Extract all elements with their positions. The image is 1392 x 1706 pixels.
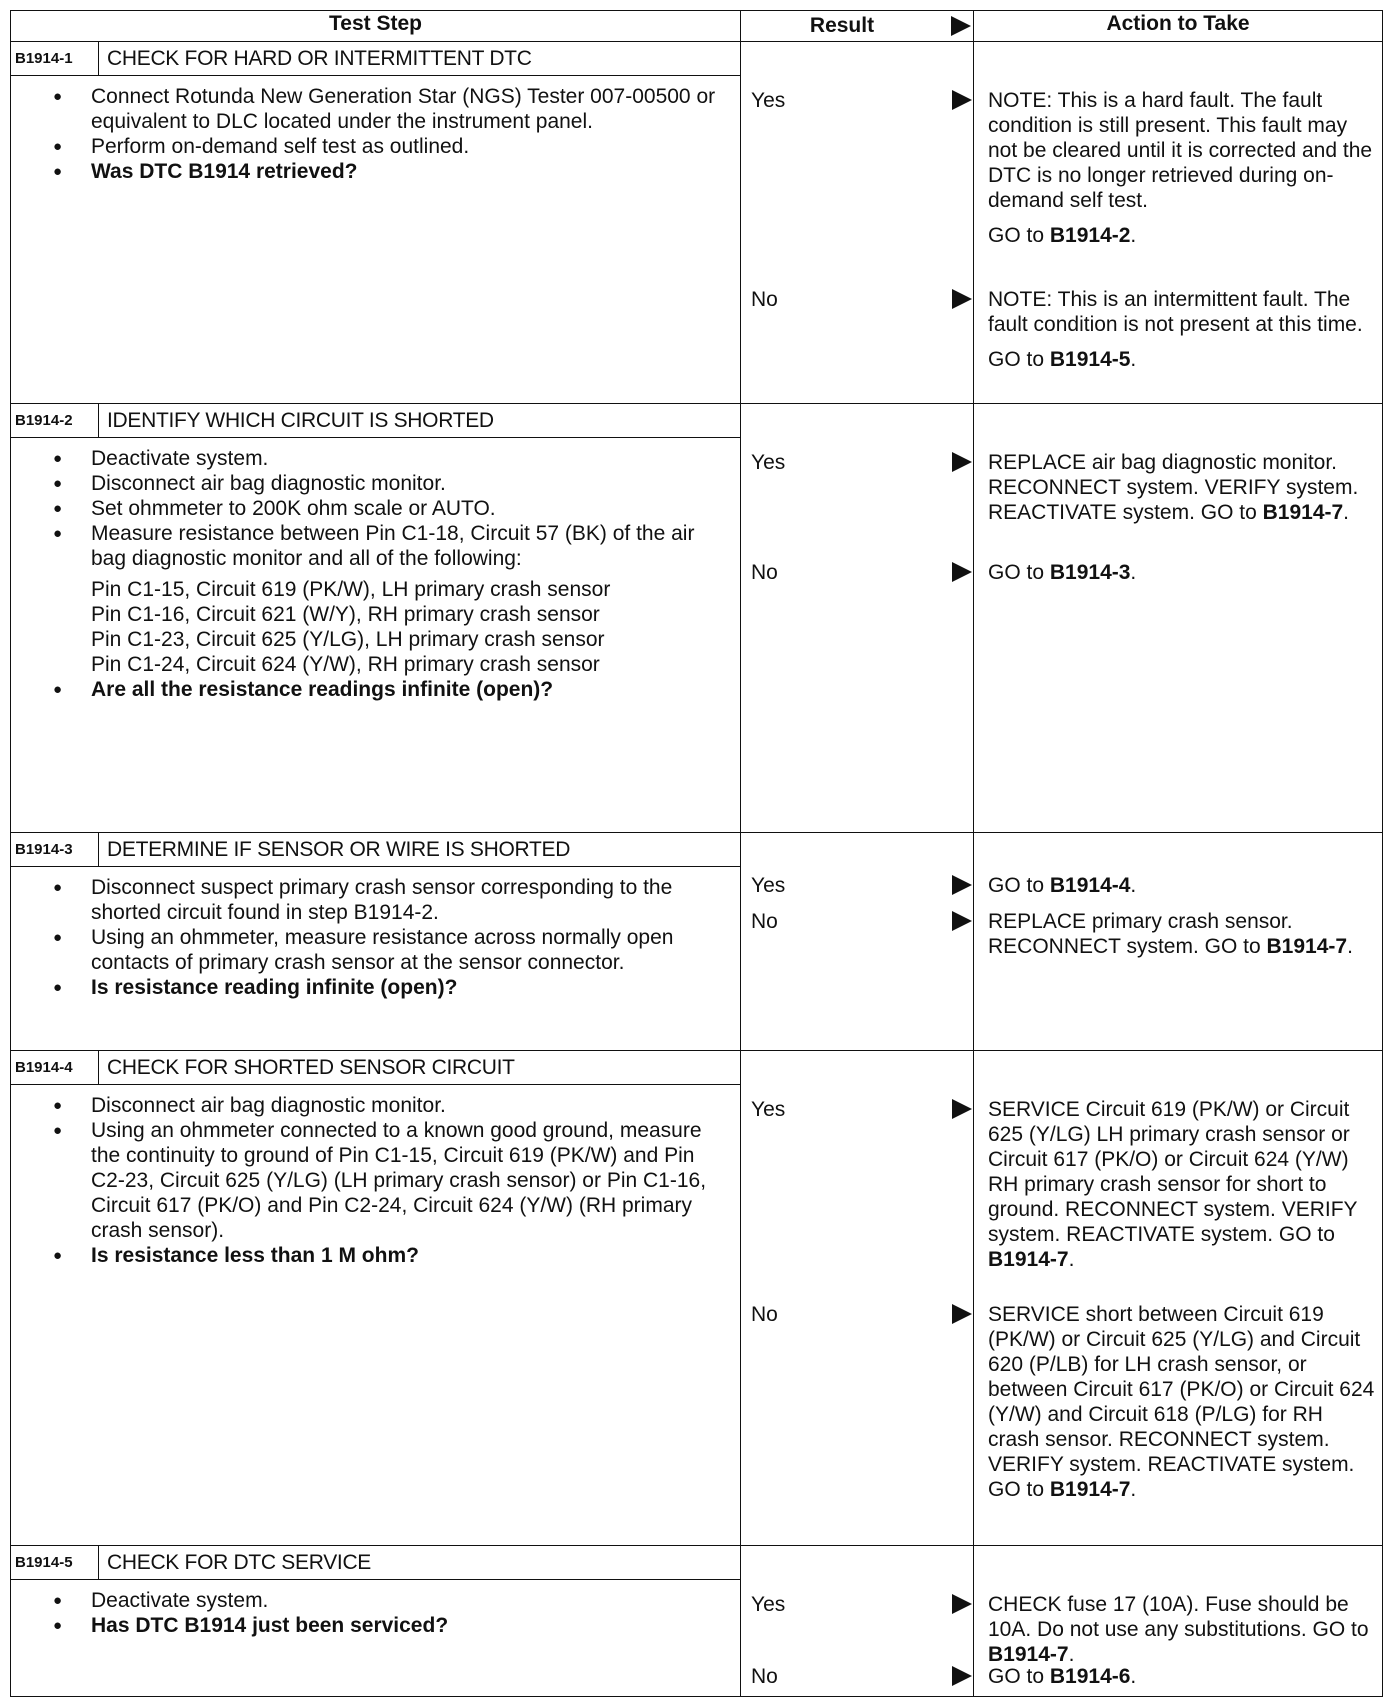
arrow-right-icon <box>952 289 972 309</box>
result-cell <box>741 1051 974 1546</box>
action-text: NOTE: This is a hard fault. The fault condition is still present. This fault may not be cleared until it is corrected and the DTC is no longer retrieved during on-demand self test. <box>988 89 1373 212</box>
result-no-label: No <box>751 288 778 311</box>
action-go: GO to B1914-6. <box>988 1665 1137 1688</box>
action-text: SERVICE short between Circuit 619 (PK/W) or Circuit 625 (Y/LG) and Circuit 620 (P/LB) for LH crash sensor, or between Circuit 617 (PK/O) or Circuit 624 (Y/W) and Circuit 618 (P/LG) for RH crash sensor. RECONNECT system. VERIFY system. REACTIVATE system. GO to <box>988 1303 1375 1501</box>
go-prefix: GO to <box>988 348 1050 371</box>
result-yes <box>741 873 974 899</box>
pin-item: Pin C1-24, Circuit 624 (Y/W), RH primary crash sensor <box>91 653 600 676</box>
result-yes-label: Yes <box>751 451 786 474</box>
table-row <box>11 42 1383 404</box>
go-target: B1914-4 <box>1049 874 1131 897</box>
step-question: ● Was DTC B1914 retrieved? <box>91 159 720 184</box>
header-action: Action to Take <box>974 11 1383 42</box>
test-step-cell <box>11 404 741 833</box>
table-row <box>11 833 1383 1051</box>
list-item: ● Using an ohmmeter, measure resistance across normally open contacts of primary crash sensor at the sensor connector. <box>91 925 720 975</box>
action-go: REPLACE air bag diagnostic monitor. RECONNECT system. VERIFY system. REACTIVATE system. GO to B1914-7. <box>988 451 1359 524</box>
list-item: ● Using an ohmmeter connected to a known good ground, measure the continuity to ground of Pin C1-15, Circuit 619 (PK/W) and Pin C2-23, Circuit 625 (Y/LG) (LH primary crash sensor) or Pin C1-16, Circuit 617 (PK/O) and Pin C2-24, Circuit 624 (Y/W) (RH primary crash sensor). <box>91 1118 720 1243</box>
step-id: B1914-1 <box>11 42 99 75</box>
result-yes <box>741 1592 974 1618</box>
go-prefix: GO to <box>988 561 1050 584</box>
pin-item: Pin C1-23, Circuit 625 (Y/LG), LH primary crash sensor <box>91 628 605 651</box>
step-question: ● Is resistance less than 1 M ohm? <box>91 1243 720 1268</box>
step-bullets <box>11 1093 740 1268</box>
header-result-label: Result <box>809 14 875 37</box>
step-bullets <box>11 84 740 184</box>
arrow-right-icon <box>952 90 972 110</box>
go-target: B1914-7 <box>988 1643 1069 1666</box>
result-cell <box>741 1546 974 1697</box>
action-go: CHECK fuse 17 (10A). Fuse should be 10A. Do not use any substitutions. GO to B1914-7. <box>988 1593 1369 1666</box>
result-no-label: No <box>751 561 778 584</box>
result-no <box>741 287 974 313</box>
result-yes-label: Yes <box>751 1593 786 1616</box>
list-item: ● Perform on-demand self test as outlined. <box>91 134 720 159</box>
table-row <box>11 1546 1383 1697</box>
action-no <box>988 909 1376 959</box>
list-item: ● Disconnect suspect primary crash sensor corresponding to the shorted circuit found in step B1914-2. <box>91 875 720 925</box>
step-bullets <box>11 446 740 702</box>
result-yes <box>741 1097 974 1123</box>
arrow-right-icon <box>952 1099 972 1119</box>
action-yes <box>988 873 1376 898</box>
action-cell <box>974 42 1383 404</box>
step-bullets <box>11 1588 740 1638</box>
arrow-right-icon <box>951 16 971 36</box>
action-no <box>988 1664 1376 1689</box>
list-item-text: Measure resistance between Pin C1-18, Circuit 57 (BK) of the air bag diagnostic monitor and all of the following: <box>91 522 695 570</box>
action-no <box>988 287 1376 372</box>
action-cell <box>974 1546 1383 1697</box>
result-yes <box>741 88 974 114</box>
step-question: ● Is resistance reading infinite (open)? <box>91 975 720 1000</box>
arrow-right-icon <box>952 452 972 472</box>
test-step-cell <box>11 833 741 1051</box>
action-text: NOTE: This is an intermittent fault. The fault condition is not present at this time. <box>988 288 1363 336</box>
action-yes <box>988 1592 1376 1667</box>
result-yes-label: Yes <box>751 89 786 112</box>
list-item: ● Set ohmmeter to 200K ohm scale or AUTO. <box>91 496 720 521</box>
pinpoint-test-table <box>10 10 1383 1697</box>
go-target: B1914-6 <box>1049 1665 1131 1688</box>
table-header-row <box>11 11 1383 42</box>
action-yes <box>988 1097 1376 1272</box>
arrow-right-icon <box>952 911 972 931</box>
pin-item: Pin C1-15, Circuit 619 (PK/W), LH primary crash sensor <box>91 578 611 601</box>
go-prefix: GO to <box>988 874 1050 897</box>
list-item: ● Connect Rotunda New Generation Star (NGS) Tester 007-00500 or equivalent to DLC located under the instrument panel. <box>91 84 720 134</box>
action-cell <box>974 833 1383 1051</box>
step-title: CHECK FOR SHORTED SENSOR CIRCUIT <box>107 1056 515 1079</box>
result-no <box>741 1302 974 1328</box>
test-step-cell <box>11 1546 741 1697</box>
action-no <box>988 1302 1376 1502</box>
step-bullets <box>11 875 740 1000</box>
table-row <box>11 1051 1383 1546</box>
action-cell <box>974 1051 1383 1546</box>
action-go: REPLACE primary crash sensor. RECONNECT system. GO to B1914-7. <box>988 910 1353 958</box>
step-id: B1914-4 <box>11 1051 99 1084</box>
header-result <box>741 11 974 42</box>
pin-item: Pin C1-16, Circuit 621 (W/Y), RH primary crash sensor <box>91 603 600 626</box>
list-item: ● Deactivate system. <box>91 1588 720 1613</box>
step-id: B1914-5 <box>11 1546 99 1579</box>
result-no <box>741 1664 974 1690</box>
arrow-right-icon <box>952 1666 972 1686</box>
arrow-right-icon <box>952 875 972 895</box>
result-yes <box>741 450 974 476</box>
pin-list <box>91 571 720 677</box>
test-step-cell <box>11 42 741 404</box>
action-go: GO to B1914-3. <box>988 561 1137 584</box>
result-no-label: No <box>751 1665 778 1688</box>
action-go: SERVICE Circuit 619 (PK/W) or Circuit 625 (Y/LG) LH primary crash sensor or Circuit 617 (PK/O) or Circuit 624 (Y/W) RH primary crash sensor for short to ground. RECONNECT system. VERIFY system. REACTIVATE system. GO to B1914-7. <box>988 1098 1358 1271</box>
action-text: SERVICE Circuit 619 (PK/W) or Circuit 625 (Y/LG) LH primary crash sensor or Circuit 617 (PK/O) or Circuit 624 (Y/W) RH primary crash sensor for short to ground. RECONNECT system. VERIFY system. REACTIVATE system. GO to <box>988 1098 1358 1246</box>
header-test-step: Test Step <box>11 11 741 42</box>
action-go: GO to B1914-2. <box>988 224 1137 247</box>
step-question: ● Has DTC B1914 just been serviced? <box>91 1613 720 1638</box>
result-yes-label: Yes <box>751 1098 786 1121</box>
result-cell <box>741 42 974 404</box>
step-title: DETERMINE IF SENSOR OR WIRE IS SHORTED <box>107 838 571 861</box>
result-cell <box>741 833 974 1051</box>
step-title: CHECK FOR DTC SERVICE <box>107 1551 372 1574</box>
arrow-right-icon <box>952 1304 972 1324</box>
list-item: ● Disconnect air bag diagnostic monitor. <box>91 1093 720 1118</box>
result-cell <box>741 404 974 833</box>
action-no <box>988 560 1376 585</box>
list-item: ● Disconnect air bag diagnostic monitor. <box>91 471 720 496</box>
result-yes-label: Yes <box>751 874 786 897</box>
list-item <box>91 521 720 677</box>
go-target: B1914-2 <box>1049 224 1131 247</box>
step-question: ● Are all the resistance readings infinite (open)? <box>91 677 720 702</box>
go-target: B1914-7 <box>1262 501 1344 524</box>
action-yes <box>988 88 1376 248</box>
action-cell <box>974 404 1383 833</box>
result-no <box>741 909 974 935</box>
go-target: B1914-7 <box>988 1248 1069 1271</box>
test-step-cell <box>11 1051 741 1546</box>
action-yes <box>988 450 1376 525</box>
go-prefix: GO to <box>988 1665 1050 1688</box>
result-no-label: No <box>751 1303 778 1326</box>
arrow-right-icon <box>952 562 972 582</box>
table-row <box>11 404 1383 833</box>
go-target: B1914-7 <box>1049 1478 1131 1501</box>
action-text: REPLACE primary crash sensor. RECONNECT system. GO to <box>988 910 1293 958</box>
step-id: B1914-3 <box>11 833 99 866</box>
step-title: CHECK FOR HARD OR INTERMITTENT DTC <box>107 47 532 70</box>
go-target: B1914-3 <box>1049 561 1131 584</box>
action-go: GO to B1914-4. <box>988 874 1137 897</box>
list-item: ● Deactivate system. <box>91 446 720 471</box>
action-text: CHECK fuse 17 (10A). Fuse should be 10A. Do not use any substitutions. GO to <box>988 1593 1369 1641</box>
go-target: B1914-7 <box>1266 935 1348 958</box>
result-no <box>741 560 974 586</box>
result-no-label: No <box>751 910 778 933</box>
step-id: B1914-2 <box>11 404 99 437</box>
step-title: IDENTIFY WHICH CIRCUIT IS SHORTED <box>107 409 494 432</box>
action-go: SERVICE short between Circuit 619 (PK/W) or Circuit 625 (Y/LG) and Circuit 620 (P/LB) for LH crash sensor, or between Circuit 617 (PK/O) or Circuit 624 (Y/W) and Circuit 618 (P/LG) for RH crash sensor. RECONNECT system. VERIFY system. REACTIVATE system. GO to B1914-7. <box>988 1303 1375 1501</box>
go-target: B1914-5 <box>1049 348 1131 371</box>
action-go: GO to B1914-5. <box>988 348 1137 371</box>
arrow-right-icon <box>952 1594 972 1614</box>
go-prefix: GO to <box>988 224 1050 247</box>
action-text: REPLACE air bag diagnostic monitor. RECONNECT system. VERIFY system. REACTIVATE system. GO to <box>988 451 1359 524</box>
diagnostic-page <box>10 10 1382 1697</box>
